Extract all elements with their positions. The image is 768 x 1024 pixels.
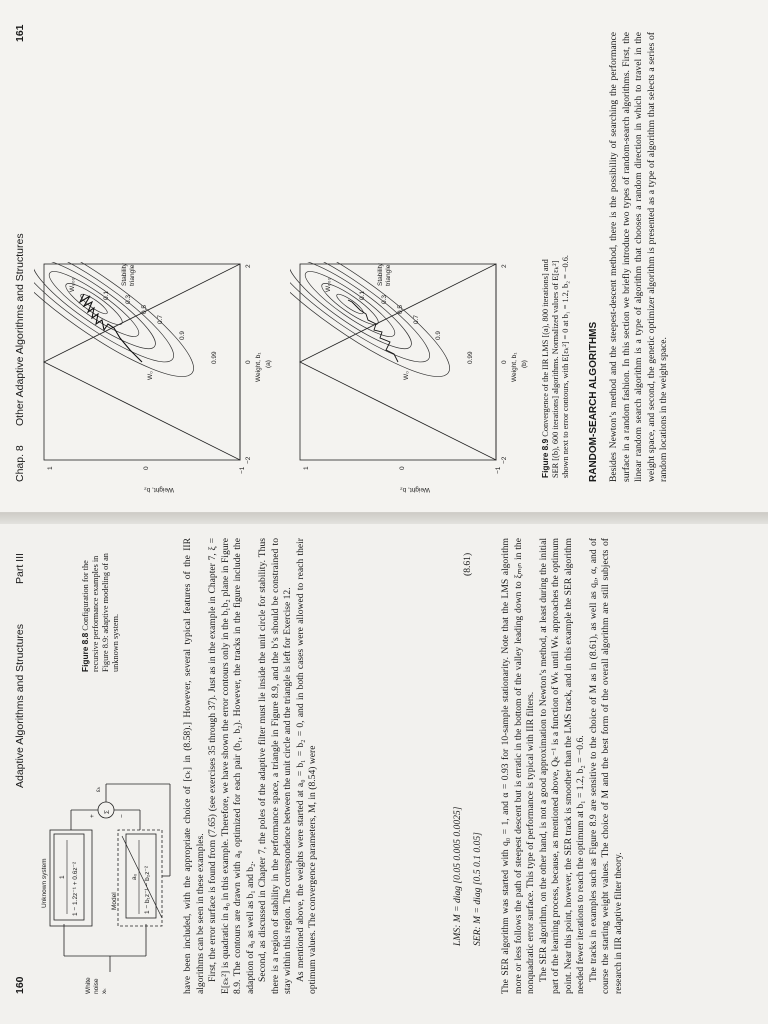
- paragraph-6: The SER algorithm, on the other hand, is not a good approximation to Newton’s method, at least during the initial part of the learning process, because, as mentioned above, Qₖ⁻¹ is a function of Wₖ until Wₖ approaches the optimum point. Near this point, however, the SER track is smoother than the LMS track, and in this example the SER algorithm needed fewer iterations to reach the optimum at b₁ = 1.2, b₂ = −0.6.: [537, 538, 586, 994]
- paragraph-1: have been included, with the appropriate choice of [cₖ] in (8.58).] However, several typical features of the IIR algorithms can be seen in these examples.: [182, 538, 206, 994]
- model-label: Model: [111, 892, 118, 910]
- plot-b-c99: 0.99: [467, 351, 474, 364]
- plot-a-c99: 0.99: [211, 351, 218, 364]
- input-label-2: noise: [93, 978, 100, 994]
- plot-a-c1: 0.1: [103, 290, 110, 300]
- paragraph-3: Second, as discussed in Chapter 7, the poles of the adaptive filter must lie inside the unit circle for stability. Thus there is a region of stability in the performance space, a triangle in Figure 8.9, and the b’s should be constrained to stay within this region. The correspondence between the unit circle and the triangle is left for Exercise 12.: [257, 538, 293, 994]
- plot-b-c1: 0.1: [359, 290, 366, 300]
- plot-a-end: W₈₀₀: [69, 277, 76, 292]
- plot-a: [34, 262, 274, 500]
- plot-a-x-label: Weight, b₁: [255, 352, 262, 382]
- minus-sign: −: [119, 814, 126, 818]
- figure-8-9-text: Convergence of the IIR LMS [(a), 800 iterations] and SER [(b), 600 iterations] algorithms. Normalized values of E[εₖ²] shown next to error contours, with E[εₖ²] = 0 at b₁ = 1.2, b₂ = −0.6.: [541, 255, 570, 478]
- plot-a-y-axis-label: [144, 486, 174, 493]
- unknown-system-label: Unknown system: [41, 858, 48, 908]
- figure-8-9-label: Figure 8.9: [540, 438, 550, 478]
- plus-sign: +: [89, 814, 96, 818]
- model-num: a₀: [131, 873, 138, 880]
- system-block-diagram: [34, 696, 174, 996]
- running-head-right: Other Adaptive Algorithms and Structures: [14, 233, 26, 426]
- right-body-text: [608, 32, 671, 482]
- equation-ser: SER: M = diag [0.5 0.1 0.05]: [472, 832, 483, 946]
- plot-b-end: W₆₀₀: [325, 277, 332, 292]
- plot-b-stability-2: triangle: [385, 264, 392, 286]
- plot-b-c9: 0.9: [435, 330, 442, 340]
- plot-b: [290, 262, 530, 500]
- figure-8-8-text: Configuration for the recursive performance examples in Figure 8.9: adaptive modeling of an unknown system.: [81, 553, 120, 672]
- plot-a-c3: 0.3: [125, 294, 132, 304]
- error-label: εₖ: [95, 786, 102, 792]
- paragraph-4: As mentioned above, the weights were started at a₀ = b₁ = b₂ = 0, and in both cases were allowed to reach their optimum values. The convergence parameters, M, in (8.54) were: [294, 538, 318, 994]
- running-head-left: Adaptive Algorithms and Structures: [14, 623, 26, 788]
- plot-a-panel: (a): [265, 360, 272, 368]
- figure-8-8-caption: [80, 542, 121, 672]
- plot-b-panel: (b): [521, 360, 528, 368]
- svg-text:Weight, b₂: Weight, b₂: [144, 486, 174, 493]
- input-label-3: xₖ: [101, 987, 108, 994]
- plot-b-x-tick-0: 0: [501, 360, 508, 364]
- page-number-left: 160: [14, 976, 26, 994]
- part-label: Part III: [14, 553, 26, 584]
- plot-b-x-tick-m2: −2: [501, 456, 508, 464]
- svg-text:Weight, b₂: Weight, b₂: [400, 486, 430, 493]
- plot-a-c9: 0.9: [179, 330, 186, 340]
- plot-a-y-tick-1: 1: [47, 466, 54, 470]
- unknown-system-num: 1: [59, 875, 66, 879]
- plot-b-y-tick-m1: −1: [495, 466, 502, 474]
- plot-a-lms-track: [80, 294, 142, 362]
- plot-a-c7: 0.7: [157, 314, 164, 324]
- plot-b-y-axis-label: [400, 486, 430, 493]
- equation-lms: LMS: M = diag [0.05 0.005 0.0025]: [452, 806, 463, 946]
- left-body-text-1: [182, 538, 320, 994]
- chapter-label: Chap. 8: [14, 445, 26, 482]
- figure-8-8-label: Figure 8.8: [80, 632, 90, 672]
- figure-8-9-caption: [540, 248, 571, 478]
- plot-a-stability-2: triangle: [129, 264, 136, 286]
- plot-b-c5: 0.5: [397, 304, 404, 314]
- plot-b-y-tick-0: 0: [399, 466, 406, 470]
- plot-a-y-tick-m1: −1: [239, 466, 246, 474]
- paragraph-5: The SER algorithm was started with q₀ = 1, and α = 0.93 for 10-sample stationarity. Note that the LMS algorithm more or less follows the path of steepest descent but is erratic in the bottom of the valley leading down to ξₘᵢₙ in the nonquadratic error surface. This type of performance is typical with IIR filters.: [500, 538, 536, 994]
- left-body-text-2: [500, 538, 625, 994]
- equation-number: (8.61): [462, 552, 473, 576]
- random-search-paragraph: Besides Newton’s method and the steepest-descent method, there is the possibility of searching the performance surface in a random fashion. In this section we briefly introduce two types of random-search algorithms. First, the linear random search algorithm is a type of algorithm that chooses a random direction in which to travel in the weight space, and second, the genetic optimizer algorithm is presented as a type of algorithm that selects a series of random locations in the weight space.: [608, 32, 669, 482]
- paragraph-7: The tracks in examples such as Figure 8.9 are sensitive to the choice of M as in (8.61), as well as q₀, α, and of course the starting weight values. The choice of M and the best form of the overall algorithm are still subjects of research in IIR adaptive filter theory.: [587, 538, 624, 994]
- model-den: 1 − b₁z⁻¹ − b₂z⁻²: [144, 865, 151, 914]
- plot-a-stability-1: Stability: [121, 263, 128, 286]
- plot-b-c3: 0.3: [381, 294, 388, 304]
- plot-a-c5: 0.5: [141, 304, 148, 314]
- plot-a-y-tick-0: 0: [143, 466, 150, 470]
- plot-b-y-tick-1: 1: [303, 466, 310, 470]
- plot-b-c7: 0.7: [413, 314, 420, 324]
- plot-a-start: W₀: [147, 371, 154, 380]
- plot-b-stability-1: Stability: [377, 263, 384, 286]
- page-number-right: 161: [14, 24, 26, 42]
- input-label-1: White: [85, 977, 92, 994]
- plot-a-x-tick-2: 2: [245, 264, 252, 268]
- plot-a-x-tick-0: 0: [245, 360, 252, 364]
- section-heading: RANDOM-SEARCH ALGORITHMS: [588, 321, 599, 482]
- plot-b-x-label: Weight, b₁: [511, 352, 518, 382]
- unknown-system-den: 1 − 1.2z⁻¹ + 0.6z⁻²: [72, 861, 79, 916]
- plot-b-start: W₀: [403, 371, 410, 380]
- plot-b-x-tick-2: 2: [501, 264, 508, 268]
- plot-a-x-tick-m2: −2: [245, 456, 252, 464]
- left-page: [0, 512, 768, 1024]
- paragraph-2: First, the error surface is found from (7.65) (see exercises 35 through 37). Just as in the example in Chapter 7, ξ = E[εₖ²] is quadratic in a₀ in this example. Therefore, we have shown the error contours only in the b₁b₂ plane in Figure 8.9. The contours are drawn with a₀ optimized for each pair (b₁, b₂). However, the tracks in the figure include the adaption of a₀ as well as b₁ and b₂.: [207, 538, 256, 994]
- sum-symbol: Σ: [104, 809, 111, 814]
